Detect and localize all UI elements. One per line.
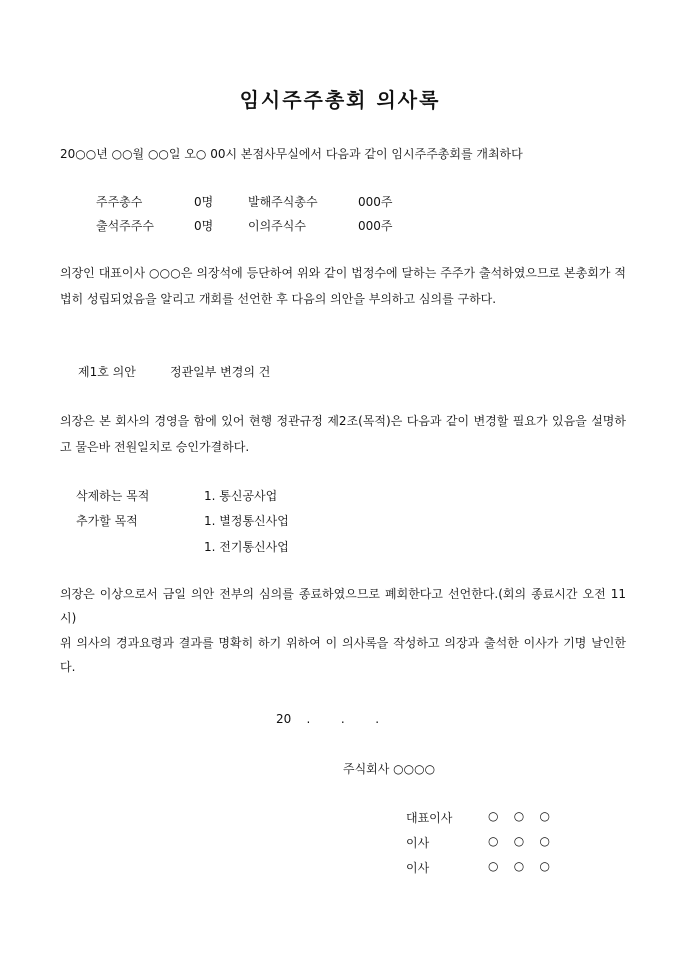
- delete-purpose-row: [76, 487, 376, 503]
- add-purpose-label: 추가할 목적: [76, 514, 138, 528]
- delete-purpose-label: 삭제하는 목적: [76, 489, 150, 503]
- add-purpose-row: [76, 512, 376, 528]
- signature-row: [406, 834, 626, 850]
- document-date: 20 . . .: [276, 712, 380, 726]
- amendment-paragraph: 의장은 본 회사의 경영을 함에 있어 현행 정관규정 제2조(목적)은 다음과 같이 변경할 필요가 있음을 설명하고 물은바 전원일치로 승인가결하다.: [60, 414, 626, 454]
- company-name: 주식회사 ○○○○: [343, 762, 436, 776]
- signature-name: ○ ○ ○: [488, 834, 550, 848]
- signature-role: 이사: [406, 836, 430, 850]
- shares-label: 발해주식총수: [248, 195, 318, 209]
- agenda-title: 정관일부 변경의 건: [170, 365, 271, 379]
- signature-row: [406, 859, 626, 875]
- shareholder-value: 0명: [194, 219, 214, 233]
- signature-name: ○ ○ ○: [488, 809, 550, 823]
- shares-value: 000주: [358, 195, 393, 209]
- signature-role: 이사: [406, 861, 430, 875]
- add-purpose-row: [204, 538, 404, 554]
- add-purpose-item: 1. 별정통신사업: [204, 514, 289, 528]
- agenda-number: 제1호 의안: [78, 365, 136, 379]
- shareholder-row: [96, 193, 496, 209]
- opening-statement: 20○○년 ○○월 ○○일 오○ 00시 본점사무실에서 다음과 같이 임시주주총회를 개최하다: [60, 147, 523, 161]
- opening-paragraph: 의장인 대표이사 ○○○은 의장석에 등단하여 위와 같이 법정수에 달하는 주주가 출석하였으므로 본총회가 적법히 성립되었음을 알리고 개회를 선언한 후 다음의 의안을 부의하고 심의를 구하다.: [60, 266, 626, 306]
- signature-name: ○ ○ ○: [488, 859, 550, 873]
- signature-role: 대표이사: [406, 811, 453, 825]
- shareholder-value: 0명: [194, 195, 214, 209]
- closing-paragraph: 의장은 이상으로서 금일 의안 전부의 심의를 종료하였으므로 폐회한다고 선언한다.(회의 종료시간 오전 11시): [60, 587, 626, 625]
- shares-label: 이의주식수: [248, 219, 306, 233]
- delete-purpose-item: 1. 통신공사업: [204, 489, 278, 503]
- shares-value: 000주: [358, 219, 393, 233]
- signature-row: [406, 809, 626, 825]
- shareholder-label: 출석주주수: [96, 219, 154, 233]
- shareholder-label: 주주총수: [96, 195, 143, 209]
- signing-paragraph: 위 의사의 경과요령과 결과를 명확히 하기 위하여 이 의사록을 작성하고 의장과 출석한 이사가 기명 날인한다.: [60, 636, 626, 674]
- add-purpose-item: 1. 전기통신사업: [204, 540, 289, 554]
- document-title: 임시주주총회 의사록: [239, 88, 441, 112]
- agenda-item: [78, 363, 378, 379]
- shareholder-row: [96, 217, 496, 233]
